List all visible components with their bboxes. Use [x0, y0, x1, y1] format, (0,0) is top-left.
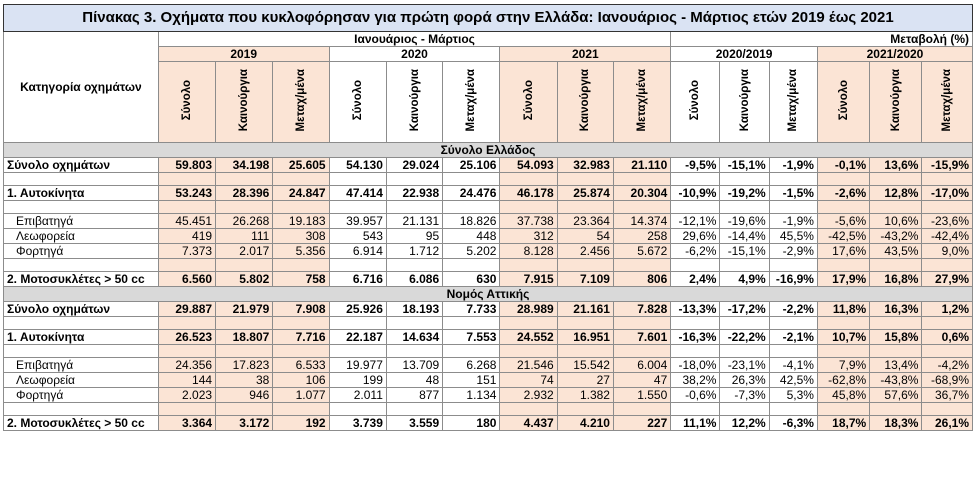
spacer-row	[4, 403, 973, 416]
change-2021-2020-header: 2021/2020	[817, 47, 972, 62]
table-row	[4, 214, 973, 229]
table-cell: 144	[158, 373, 215, 388]
table-cell: 9,0%	[922, 244, 973, 259]
table-cell: -12,1%	[671, 214, 720, 229]
table-cell: -23,6%	[922, 214, 973, 229]
table-cell: 448	[443, 229, 500, 244]
table-title: Πίνακας 3. Οχήματα που κυκλοφόρησαν για πρώτη φορά στην Ελλάδα: Ιανουάριος - Μάρτιος ετών 2019 έως 2021	[4, 5, 973, 32]
table-cell: 7.908	[273, 302, 329, 317]
table-cell: -5,6%	[817, 214, 869, 229]
table-cell: 45,8%	[817, 388, 869, 403]
table-cell: 3.172	[216, 416, 273, 431]
table-cell: 36,7%	[922, 388, 973, 403]
table-row	[4, 158, 973, 173]
table-cell: -62,8%	[817, 373, 869, 388]
table-cell: 59.803	[158, 158, 215, 173]
spacer-row	[4, 259, 973, 272]
table-cell: 0,6%	[922, 330, 973, 345]
subcolumn-label: Σύνολο	[351, 80, 364, 121]
table-cell: 18.826	[443, 214, 500, 229]
table-cell: 14.634	[386, 330, 442, 345]
subcolumn-header	[443, 62, 500, 143]
table-cell: 7.601	[613, 330, 670, 345]
table-cell: 630	[443, 272, 500, 287]
table-cell: 25.605	[273, 158, 329, 173]
table-cell: 7,9%	[817, 358, 869, 373]
table-cell: 419	[158, 229, 215, 244]
table-cell: 54	[557, 229, 613, 244]
table-cell: 7.373	[158, 244, 215, 259]
table-cell: 2.932	[500, 388, 557, 403]
table-cell: -68,9%	[922, 373, 973, 388]
change-header: Μεταβολή (%)	[671, 32, 973, 47]
table-cell: 2.011	[329, 388, 386, 403]
table-cell: 11,8%	[817, 302, 869, 317]
table-cell: 258	[613, 229, 670, 244]
subcolumn-label: Καινούργια	[408, 69, 421, 132]
table-cell: 43,5%	[870, 244, 922, 259]
table-cell: 3.739	[329, 416, 386, 431]
year-2021-header: 2021	[500, 47, 671, 62]
table-cell: 4.210	[557, 416, 613, 431]
table-cell: 17,9%	[817, 272, 869, 287]
table-cell: 6.914	[329, 244, 386, 259]
table-cell: 74	[500, 373, 557, 388]
table-cell: 11,1%	[671, 416, 720, 431]
row-label: Φορτηγά	[4, 244, 159, 259]
table-cell: -6,3%	[769, 416, 817, 431]
subcolumn-label: Μεταχ/μένα	[636, 69, 649, 132]
table-cell: -18,0%	[671, 358, 720, 373]
subcolumn-label: Καινούργια	[738, 69, 751, 132]
table-cell: 7.915	[500, 272, 557, 287]
year-2020-header: 2020	[329, 47, 500, 62]
table-cell: 21.161	[557, 302, 613, 317]
row-label: Φορτηγά	[4, 388, 159, 403]
table-cell: 21.131	[386, 214, 442, 229]
table-cell: -19,2%	[720, 186, 769, 201]
table-cell: -14,4%	[720, 229, 769, 244]
subcolumn-header	[158, 62, 215, 143]
table-cell: -17,2%	[720, 302, 769, 317]
table-cell: -19,6%	[720, 214, 769, 229]
table-row	[4, 244, 973, 259]
table-cell: 2,4%	[671, 272, 720, 287]
table-cell: 16,8%	[870, 272, 922, 287]
table-cell: 32.983	[557, 158, 613, 173]
table-cell: 24.356	[158, 358, 215, 373]
subcolumn-header	[922, 62, 973, 143]
table-cell: 13,6%	[870, 158, 922, 173]
table-row	[4, 388, 973, 403]
table-cell: 17,6%	[817, 244, 869, 259]
table-cell: 38	[216, 373, 273, 388]
change-2020-2019-header: 2020/2019	[671, 47, 818, 62]
table-cell: -42,5%	[817, 229, 869, 244]
table-cell: 15,8%	[870, 330, 922, 345]
table-cell: 6.086	[386, 272, 442, 287]
subcolumn-label: Σύνολο	[689, 80, 702, 121]
table-cell: -16,9%	[769, 272, 817, 287]
table-cell: 26,3%	[720, 373, 769, 388]
table-cell: -1,5%	[769, 186, 817, 201]
table-cell: 17.823	[216, 358, 273, 373]
table-cell: 13.709	[386, 358, 442, 373]
table-cell: 22.187	[329, 330, 386, 345]
table-cell: 4.437	[500, 416, 557, 431]
subcolumn-header	[720, 62, 769, 143]
period-header: Ιανουάριος - Μάρτιος	[158, 32, 670, 47]
table-cell: 25.874	[557, 186, 613, 201]
table-cell: 37.738	[500, 214, 557, 229]
table-cell: 26.268	[216, 214, 273, 229]
table-cell: 5,3%	[769, 388, 817, 403]
section-header-row	[4, 287, 973, 302]
table-cell: 151	[443, 373, 500, 388]
table-container	[3, 4, 973, 431]
table-cell: 34.198	[216, 158, 273, 173]
table-cell: 15.542	[557, 358, 613, 373]
table-cell: -16,3%	[671, 330, 720, 345]
table-cell: -7,3%	[720, 388, 769, 403]
table-cell: 19.183	[273, 214, 329, 229]
subcolumn-label: Σύνολο	[837, 80, 850, 121]
table-cell: 7.553	[443, 330, 500, 345]
table-cell: 7.733	[443, 302, 500, 317]
table-cell: 25.106	[443, 158, 500, 173]
table-cell: 8.128	[500, 244, 557, 259]
subcolumn-label: Καινούργια	[238, 69, 251, 132]
table-row	[4, 416, 973, 431]
table-cell: 5.672	[613, 244, 670, 259]
subcolumn-label: Σύνολο	[522, 80, 535, 121]
row-label: Σύνολο οχημάτων	[4, 158, 159, 173]
table-cell: 29.887	[158, 302, 215, 317]
table-cell: 48	[386, 373, 442, 388]
table-cell: 24.552	[500, 330, 557, 345]
table-cell: 1.550	[613, 388, 670, 403]
table-cell: -17,0%	[922, 186, 973, 201]
table-row	[4, 229, 973, 244]
table-cell: 22.938	[386, 186, 442, 201]
table-cell: 7.828	[613, 302, 670, 317]
subcolumn-header	[613, 62, 670, 143]
table-cell: -43,2%	[870, 229, 922, 244]
table-row	[4, 373, 973, 388]
row-label: 1. Αυτοκίνητα	[4, 330, 159, 345]
table-cell: -0,6%	[671, 388, 720, 403]
spacer-row	[4, 173, 973, 186]
table-cell: 1.077	[273, 388, 329, 403]
table-cell: -1,9%	[769, 214, 817, 229]
table-cell: 29.024	[386, 158, 442, 173]
table-cell: 45,5%	[769, 229, 817, 244]
subcolumn-header	[671, 62, 720, 143]
table-cell: 23.364	[557, 214, 613, 229]
table-row	[4, 272, 973, 287]
table-cell: 16.951	[557, 330, 613, 345]
spacer-row	[4, 201, 973, 214]
table-cell: 3.559	[386, 416, 442, 431]
table-cell: 2.023	[158, 388, 215, 403]
table-cell: -2,6%	[817, 186, 869, 201]
table-cell: 312	[500, 229, 557, 244]
table-row	[4, 358, 973, 373]
table-cell: 45.451	[158, 214, 215, 229]
table-cell: 54.130	[329, 158, 386, 173]
table-cell: 26,1%	[922, 416, 973, 431]
vehicles-table	[3, 4, 973, 431]
row-label: Επιβατηγά	[4, 358, 159, 373]
table-cell: 16,3%	[870, 302, 922, 317]
row-label: Σύνολο οχημάτων	[4, 302, 159, 317]
table-cell: 877	[386, 388, 442, 403]
subcolumn-header	[557, 62, 613, 143]
table-cell: 18,7%	[817, 416, 869, 431]
table-cell: -0,1%	[817, 158, 869, 173]
table-cell: -15,9%	[922, 158, 973, 173]
table-cell: 2.017	[216, 244, 273, 259]
subcolumn-header	[386, 62, 442, 143]
table-cell: -10,9%	[671, 186, 720, 201]
table-cell: 806	[613, 272, 670, 287]
table-cell: 199	[329, 373, 386, 388]
table-cell: -1,9%	[769, 158, 817, 173]
table-cell: 12,8%	[870, 186, 922, 201]
table-cell: 308	[273, 229, 329, 244]
table-cell: 2.456	[557, 244, 613, 259]
table-cell: 25.926	[329, 302, 386, 317]
table-cell: -4,1%	[769, 358, 817, 373]
table-cell: 227	[613, 416, 670, 431]
table-cell: 4,9%	[720, 272, 769, 287]
table-cell: 5.356	[273, 244, 329, 259]
table-cell: 28.396	[216, 186, 273, 201]
spacer-row	[4, 317, 973, 330]
row-label: 2. Μοτοσυκλέτες > 50 cc	[4, 272, 159, 287]
table-cell: 1.712	[386, 244, 442, 259]
subcolumn-header	[329, 62, 386, 143]
table-cell: -4,2%	[922, 358, 973, 373]
table-cell: 53.243	[158, 186, 215, 201]
spacer-row	[4, 345, 973, 358]
section-title: Νομός Αττικής	[4, 287, 973, 302]
table-cell: 21.979	[216, 302, 273, 317]
table-cell: 180	[443, 416, 500, 431]
subcolumn-label: Καινούργια	[579, 69, 592, 132]
table-cell: 20.304	[613, 186, 670, 201]
table-row	[4, 302, 973, 317]
table-cell: -2,2%	[769, 302, 817, 317]
table-cell: 27	[557, 373, 613, 388]
subcolumn-header	[769, 62, 817, 143]
table-cell: 5.202	[443, 244, 500, 259]
table-cell: 758	[273, 272, 329, 287]
table-cell: -23,1%	[720, 358, 769, 373]
year-2019-header: 2019	[158, 47, 329, 62]
table-cell: 5.802	[216, 272, 273, 287]
table-cell: -42,4%	[922, 229, 973, 244]
table-cell: -2,9%	[769, 244, 817, 259]
subcolumn-label: Καινούργια	[889, 69, 902, 132]
table-cell: 28.989	[500, 302, 557, 317]
table-cell: 57,6%	[870, 388, 922, 403]
table-cell: 18.193	[386, 302, 442, 317]
table-cell: 192	[273, 416, 329, 431]
subcolumn-label: Μεταχ/μένα	[787, 69, 800, 132]
table-cell: 6.004	[613, 358, 670, 373]
table-cell: 6.268	[443, 358, 500, 373]
row-label: Λεωφορεία	[4, 229, 159, 244]
row-label: Επιβατηγά	[4, 214, 159, 229]
table-cell: 7.109	[557, 272, 613, 287]
table-cell: 38,2%	[671, 373, 720, 388]
table-cell: -15,1%	[720, 158, 769, 173]
table-cell: 1.134	[443, 388, 500, 403]
table-cell: 26.523	[158, 330, 215, 345]
table-row	[4, 330, 973, 345]
table-cell: -43,8%	[870, 373, 922, 388]
table-cell: 946	[216, 388, 273, 403]
table-cell: 13,4%	[870, 358, 922, 373]
table-cell: 18,3%	[870, 416, 922, 431]
table-cell: 6.560	[158, 272, 215, 287]
subcolumn-header	[817, 62, 869, 143]
section-title: Σύνολο Ελλάδος	[4, 143, 973, 158]
subcolumn-label: Μεταχ/μένα	[941, 69, 954, 132]
table-cell: -15,1%	[720, 244, 769, 259]
table-cell: 24.847	[273, 186, 329, 201]
row-label: 2. Μοτοσυκλέτες > 50 cc	[4, 416, 159, 431]
table-cell: -22,2%	[720, 330, 769, 345]
subcolumn-header	[273, 62, 329, 143]
table-cell: 46.178	[500, 186, 557, 201]
table-cell: 1,2%	[922, 302, 973, 317]
subcolumn-header	[870, 62, 922, 143]
table-cell: 42,5%	[769, 373, 817, 388]
table-cell: -9,5%	[671, 158, 720, 173]
table-cell: -2,1%	[769, 330, 817, 345]
table-cell: 543	[329, 229, 386, 244]
table-cell: 10,6%	[870, 214, 922, 229]
table-cell: 106	[273, 373, 329, 388]
table-cell: 39.957	[329, 214, 386, 229]
section-header-row	[4, 143, 973, 158]
table-cell: 111	[216, 229, 273, 244]
table-cell: 6.716	[329, 272, 386, 287]
table-cell: 7.716	[273, 330, 329, 345]
row-label: 1. Αυτοκίνητα	[4, 186, 159, 201]
table-cell: 19.977	[329, 358, 386, 373]
table-cell: 10,7%	[817, 330, 869, 345]
table-cell: 12,2%	[720, 416, 769, 431]
table-row	[4, 186, 973, 201]
table-cell: 54.093	[500, 158, 557, 173]
table-body	[4, 143, 973, 431]
subcolumn-header	[500, 62, 557, 143]
category-header: Κατηγορία οχημάτων	[4, 32, 159, 143]
subcolumn-label: Σύνολο	[180, 80, 193, 121]
table-cell: 95	[386, 229, 442, 244]
subcolumn-header	[216, 62, 273, 143]
table-cell: 29,6%	[671, 229, 720, 244]
table-cell: 3.364	[158, 416, 215, 431]
table-cell: 21.110	[613, 158, 670, 173]
table-cell: 47	[613, 373, 670, 388]
row-label: Λεωφορεία	[4, 373, 159, 388]
table-cell: 14.374	[613, 214, 670, 229]
table-cell: 6.533	[273, 358, 329, 373]
table-cell: 18.807	[216, 330, 273, 345]
table-cell: -6,2%	[671, 244, 720, 259]
table-cell: 24.476	[443, 186, 500, 201]
subcolumn-label: Μεταχ/μένα	[465, 69, 478, 132]
table-cell: 27,9%	[922, 272, 973, 287]
table-cell: 47.414	[329, 186, 386, 201]
table-cell: -13,3%	[671, 302, 720, 317]
table-cell: 21.546	[500, 358, 557, 373]
subcolumn-label: Μεταχ/μένα	[294, 69, 307, 132]
table-cell: 1.382	[557, 388, 613, 403]
